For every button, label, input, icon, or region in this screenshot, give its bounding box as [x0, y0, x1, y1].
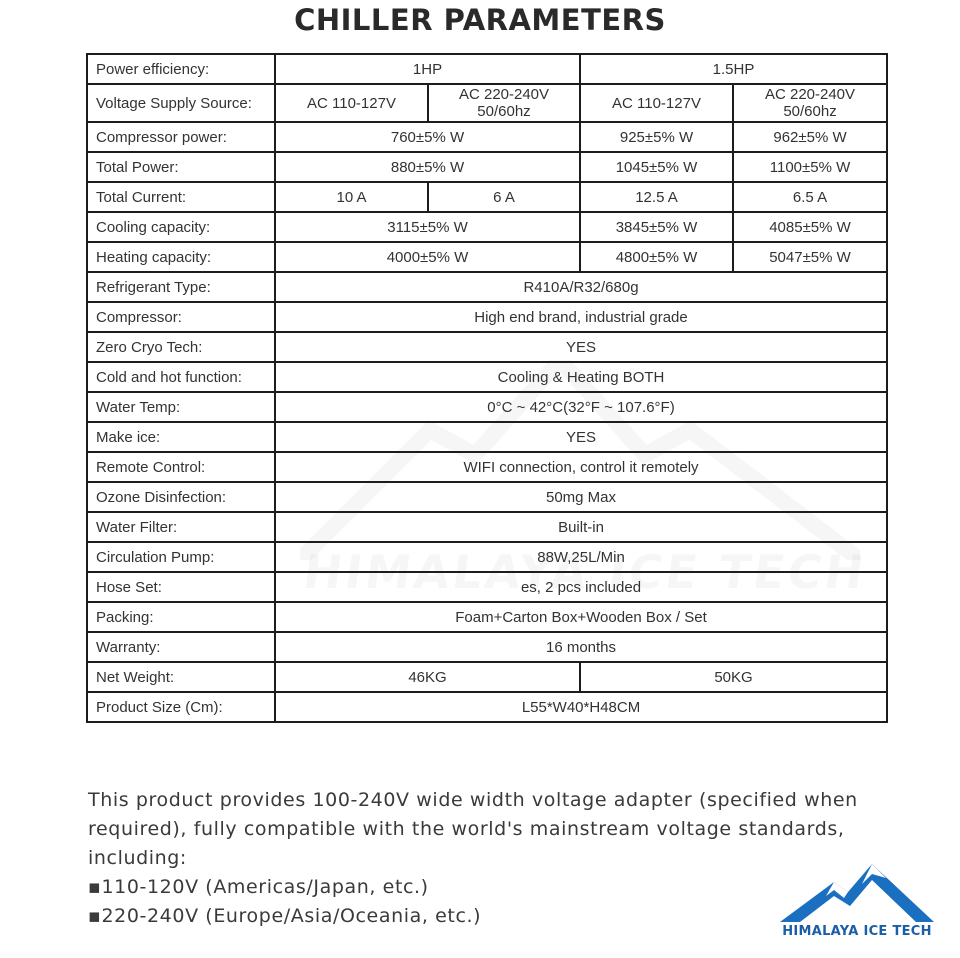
row-label: Zero Cryo Tech: — [87, 332, 275, 362]
table-cell: 760±5% W — [275, 122, 580, 152]
row-label: Water Filter: — [87, 512, 275, 542]
table-row — [87, 662, 887, 692]
row-label: Net Weight: — [87, 662, 275, 692]
table-cell: 962±5% W — [733, 122, 887, 152]
table-cell: 880±5% W — [275, 152, 580, 182]
table-row — [87, 84, 887, 122]
row-label: Compressor: — [87, 302, 275, 332]
table-cell: High end brand, industrial grade — [275, 302, 887, 332]
table-cell: 4000±5% W — [275, 242, 580, 272]
row-label: Power efficiency: — [87, 54, 275, 84]
voltage-note-text: This product provides 100-240V wide width voltage adapter (specified when required), fully compatible with the world's mainstream voltage standards, including: — [88, 789, 858, 869]
row-label: Hose Set: — [87, 572, 275, 602]
table-cell: 50mg Max — [275, 482, 887, 512]
table-cell: 1.5HP — [580, 54, 887, 84]
table-row — [87, 692, 887, 722]
row-label: Total Power: — [87, 152, 275, 182]
table-cell: 3115±5% W — [275, 212, 580, 242]
brand-logo — [776, 858, 938, 944]
table-row — [87, 122, 887, 152]
voltage-bullet-americas: ▪110-120V (Americas/Japan, etc.) — [88, 876, 429, 898]
table-cell: 46KG — [275, 662, 580, 692]
table-row — [87, 242, 887, 272]
row-label: Refrigerant Type: — [87, 272, 275, 302]
table-row — [87, 512, 887, 542]
cell-line: 50/60hz — [477, 103, 531, 120]
table-row — [87, 572, 887, 602]
cell-line: 50/60hz — [783, 103, 837, 120]
table-row — [87, 452, 887, 482]
mountain-logo-icon — [776, 858, 938, 924]
table-row — [87, 542, 887, 572]
table-row — [87, 632, 887, 662]
row-label: Cold and hot function: — [87, 362, 275, 392]
voltage-note — [88, 786, 888, 931]
table-cell: WIFI connection, control it remotely — [275, 452, 887, 482]
table-row — [87, 362, 887, 392]
row-label: Water Temp: — [87, 392, 275, 422]
table-cell: 4085±5% W — [733, 212, 887, 242]
row-label: Remote Control: — [87, 452, 275, 482]
table-cell: L55*W40*H48CM — [275, 692, 887, 722]
table-cell: 16 months — [275, 632, 887, 662]
table-cell: 6.5 A — [733, 182, 887, 212]
table-row — [87, 182, 887, 212]
page-title: CHILLER PARAMETERS — [294, 3, 666, 37]
row-label: Compressor power: — [87, 122, 275, 152]
table-row — [87, 482, 887, 512]
table-cell: Cooling & Heating BOTH — [275, 362, 887, 392]
row-label: Product Size (Cm): — [87, 692, 275, 722]
table-cell: 50KG — [580, 662, 887, 692]
table-cell: 88W,25L/Min — [275, 542, 887, 572]
table-cell: 10 A — [275, 182, 428, 212]
table-cell: 3845±5% W — [580, 212, 733, 242]
cell-line: AC 220-240V — [764, 86, 856, 103]
table-row — [87, 212, 887, 242]
table-cell — [428, 84, 580, 122]
row-label: Heating capacity: — [87, 242, 275, 272]
table-cell: YES — [275, 422, 887, 452]
table-row — [87, 392, 887, 422]
row-label: Warranty: — [87, 632, 275, 662]
table-row — [87, 54, 887, 84]
voltage-bullet-europe: ▪220-240V (Europe/Asia/Oceania, etc.) — [88, 905, 482, 927]
table-cell: 1045±5% W — [580, 152, 733, 182]
table-cell: 12.5 A — [580, 182, 733, 212]
row-label: Voltage Supply Source: — [87, 84, 275, 122]
table-cell — [733, 84, 887, 122]
table-cell: 6 A — [428, 182, 580, 212]
table-row — [87, 422, 887, 452]
table-cell: R410A/R32/680g — [275, 272, 887, 302]
table-row — [87, 152, 887, 182]
table-cell: 1100±5% W — [733, 152, 887, 182]
table-cell: Built-in — [275, 512, 887, 542]
row-label: Circulation Pump: — [87, 542, 275, 572]
table-cell: YES — [275, 332, 887, 362]
table-cell: 4800±5% W — [580, 242, 733, 272]
table-row — [87, 332, 887, 362]
row-label: Packing: — [87, 602, 275, 632]
table-cell: es, 2 pcs included — [275, 572, 887, 602]
cell-line: AC 220-240V — [458, 86, 550, 103]
table-cell: 5047±5% W — [733, 242, 887, 272]
row-label: Cooling capacity: — [87, 212, 275, 242]
table-row — [87, 602, 887, 632]
logo-text: HIMALAYA ICE TECH — [782, 924, 932, 939]
table-row — [87, 302, 887, 332]
table-row — [87, 272, 887, 302]
row-label: Total Current: — [87, 182, 275, 212]
table-cell: 1HP — [275, 54, 580, 84]
table-cell: 0°C ~ 42°C(32°F ~ 107.6°F) — [275, 392, 887, 422]
table-cell: 925±5% W — [580, 122, 733, 152]
parameters-table — [86, 53, 888, 723]
table-cell: AC 110-127V — [580, 84, 733, 122]
table-cell: AC 110-127V — [275, 84, 428, 122]
row-label: Ozone Disinfection: — [87, 482, 275, 512]
table-cell: Foam+Carton Box+Wooden Box / Set — [275, 602, 887, 632]
row-label: Make ice: — [87, 422, 275, 452]
